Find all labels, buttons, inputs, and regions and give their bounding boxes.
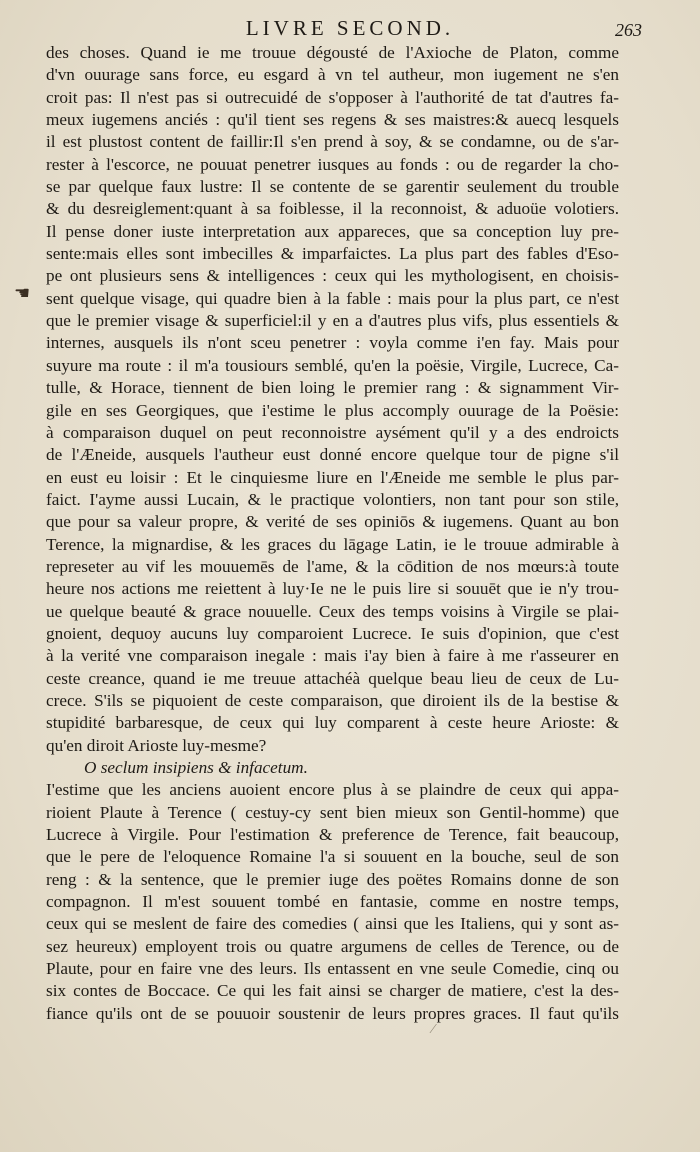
text-line: crece. S'ils se piquoient de ceste comparaison, que diroient ils de la bestise & — [46, 690, 619, 710]
text-line: Lucrece à Virgile. Pour l'estimation & preference de Terence, fait beaucoup, — [46, 825, 619, 845]
text-line: rester à l'escorce, ne pouuat penetrer iusques au fonds : ou de regarder la cho- — [46, 154, 619, 174]
text-line: croit pas: Il n'est pas si outrecuidé de s'opposer à l'authorité de tat d'autres fa- — [46, 87, 619, 107]
text-line: heure nos actions me reiettent à luy·Ie ne le puis lire si souuēt que ie n'y trou- — [46, 579, 619, 599]
text-line: qu'en diroit Arioste luy-mesme? — [46, 735, 267, 755]
text-line: se par quelque faux lustre: Il se contente de se garentir seulement du trouble — [46, 177, 619, 197]
text-line: tulle, & Horace, tiennent de bien loing le premier rang : & signamment Vir- — [46, 378, 619, 398]
text-line: I'estime que les anciens auoient encore plus à se plaindre de ceux qui appa- — [46, 780, 619, 800]
text-line: faict. I'ayme aussi Lucain, & le practique volontiers, non tant pour son stile, — [46, 489, 619, 509]
main-text-block — [46, 42, 619, 1025]
text-line: gile en ses Georgiques, que i'estime le plus accomply ouurage de la Poësie: — [46, 400, 619, 420]
text-line: ceux qui se meslent de faire des comedies ( ainsi que les Italiens, qui y sont as- — [46, 914, 619, 934]
text-line: Plaute, pour en faire vne des leurs. Ils entassent en vne seule Comedie, cinq ou — [46, 959, 619, 979]
text-line: fiance qu'ils ont de se pouuoir soustenir de leurs propres graces. Il faut qu'ils — [46, 1003, 619, 1023]
text-line: à la verité vne comparaison inegale : mais i'ay bien à faire à me r'asseurer en — [46, 646, 619, 666]
text-line: six contes de Boccace. Ce qui les fait ainsi se charger de matiere, c'est la des- — [46, 981, 619, 1001]
text-line: ceste creance, quand ie me treuue attachéà quelque beau lieu de ceux de Lu- — [46, 668, 619, 688]
stray-ink-mark: ⁄ — [432, 1022, 435, 1037]
text-line: d'vn ouurage sans force, eu esgard à vn tel autheur, mon iugement ne s'en — [46, 65, 619, 85]
running-title: LIVRE SECOND. — [245, 16, 455, 40]
text-line: meux iugemens anciés : qu'il tient ses regens & ses maistres:& auecq lesquels — [46, 110, 619, 130]
text-line: ue quelque beauté & grace nouuelle. Ceux des temps voisins à Virgile se plai- — [46, 601, 619, 621]
text-line: sez heureux) employent trois ou quatre argumens de celles de Terence, ou de — [46, 936, 619, 956]
text-line: rioient Plaute à Terence ( cestuy-cy sent bien mieux son Gentil-homme) que — [46, 802, 619, 822]
text-line: internes, ausquels ils n'ont sceu penetrer : voyla comme i'en fay. Mais pour — [46, 333, 619, 353]
text-line: gnoient, dequoy aucuns luy comparoient Lucrece. Ie suis d'opinion, que c'est — [46, 623, 619, 643]
text-line: Il pense doner iuste interpretation aux appareces, que sa conception luy pre- — [46, 221, 619, 241]
text-line: stupidité barbaresque, de ceux qui luy comparent à ceste heure Arioste: & — [46, 713, 619, 733]
text-line: il est plustost content de faillir:Il s'en prend à soy, & se condamne, ou de s'ar- — [46, 132, 619, 152]
text-line: que pour sa valeur propre, & verité de ses opiniōs & iugemens. Quant au bon — [46, 512, 619, 532]
text-line: compagnon. Il m'est souuent tombé en fantasie, comme en nostre temps, — [46, 892, 619, 912]
text-line: sent quelque visage, qui quadre bien à la fable : mais pour la plus part, ce n'est — [46, 288, 619, 308]
text-line: suyure ma route : il m'a tousiours semblé, qu'en la poësie, Virgile, Lucrece, Ca- — [46, 355, 619, 375]
text-line: sente:mais elles sont imbecilles & imparfaictes. La plus part des fables d'Eso- — [46, 244, 619, 264]
text-line: pe ont plusieurs sens & intelligences : ceux qui les mythologisent, en choisis- — [46, 266, 619, 286]
page-number: 263 — [615, 20, 642, 40]
text-line: represeter au vif les mouuemēs de l'ame, & la cōdition de nos mœurs:à toute — [46, 556, 619, 576]
latin-quotation: O seclum insipiens & infacetum. — [84, 758, 308, 777]
text-line: que le premier visage & superficiel:il y en a d'autres plus vifs, plus essentiels & — [46, 311, 619, 331]
text-line: à comparaison duquel on peut reconnoistre aysément qu'il y a des endroicts — [46, 422, 619, 442]
text-line: en eust eu loisir : Et le cinquiesme liure en l'Æneide me semble le plus par- — [46, 467, 619, 487]
text-line: que le pere de l'eloquence Romaine l'a si souuent en la bouche, seul de son — [46, 847, 619, 867]
text-line: de l'Æneide, ausquels l'autheur eust donné encore quelque tour de pigne s'il — [46, 445, 619, 465]
pointing-hand-icon: ☚ — [14, 283, 31, 303]
text-line: & du desreiglement:quant à sa foiblesse, il la reconnoist, & aduoüe volotiers. — [46, 199, 619, 219]
text-line: reng : & la sentence, que le premier iuge des poëtes Romains donne de son — [46, 869, 619, 889]
text-line: Terence, la mignardise, & les graces du lāgage Latin, ie le trouue admirable à — [46, 534, 619, 554]
text-line: des choses. Quand ie me trouue dégousté de l'Axioche de Platon, comme — [46, 43, 619, 62]
